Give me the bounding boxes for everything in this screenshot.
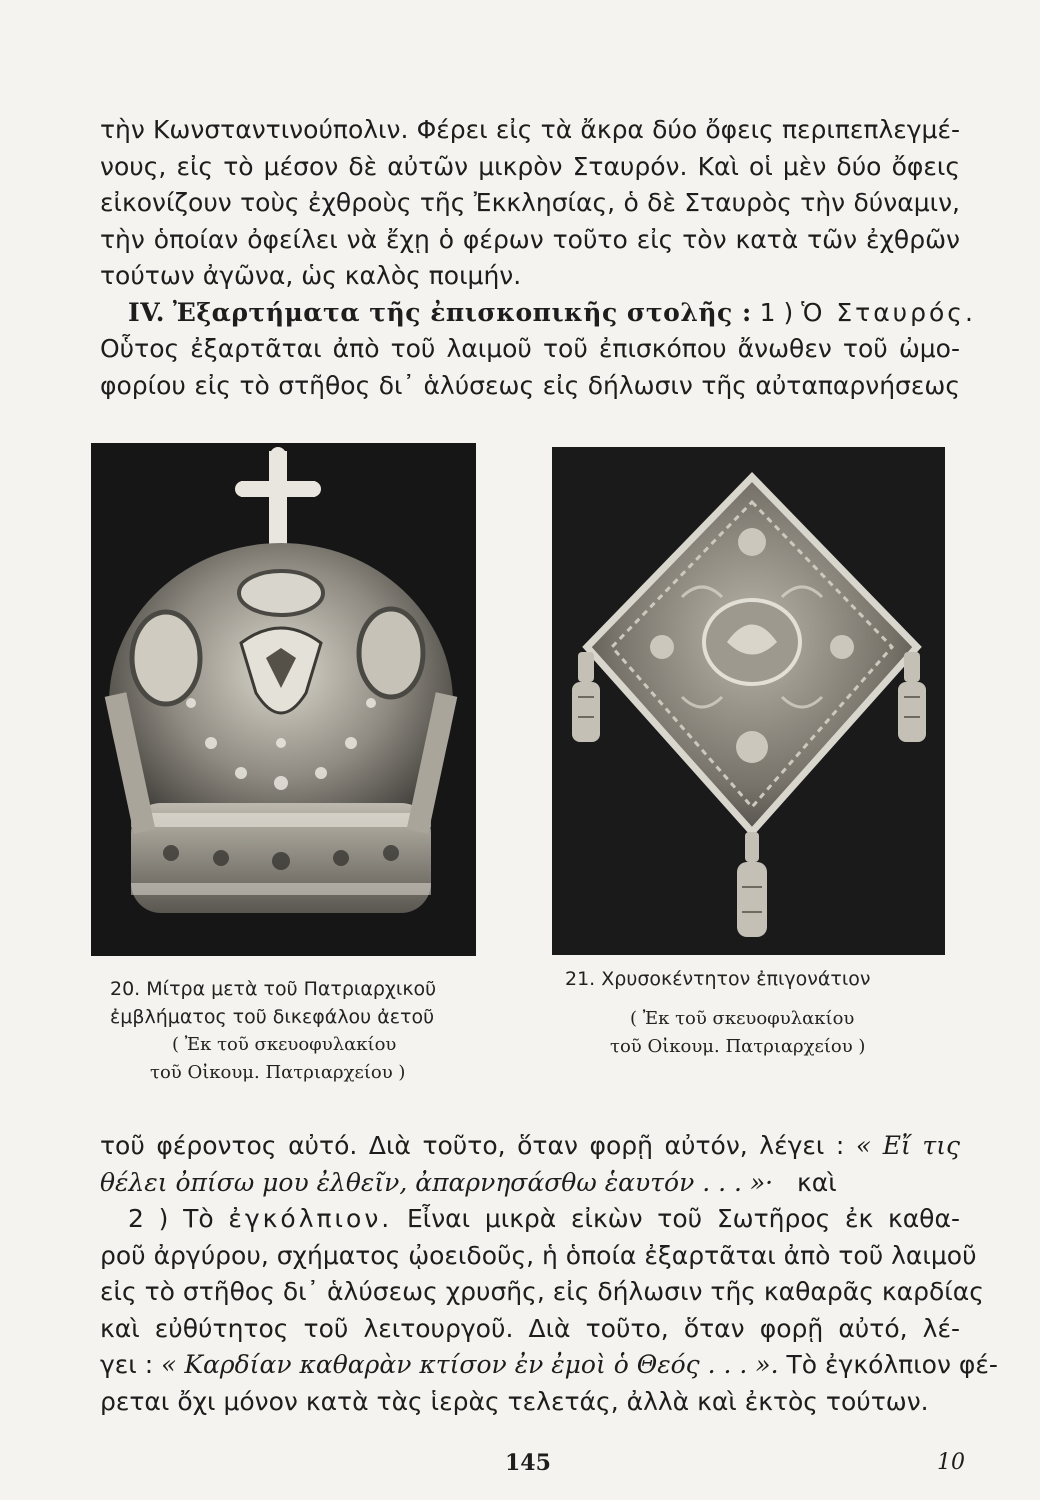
page-number: 145: [505, 1450, 551, 1476]
text-line: [100, 1128, 960, 1165]
section-numeral: IV.: [128, 297, 165, 327]
figure-20-caption: [110, 975, 490, 1087]
text-line: εἰκονίζουν τοὺς ἐχθροὺς τῆς Ἐκκλησίας, ὁ δὲ Σταυρὸς τὴν δύναμιν,: [100, 188, 960, 217]
caption-title: ἐμβλήματος τοῦ δικεφάλου ἀετοῦ: [110, 1006, 435, 1028]
text-line: καὶ εὐθύτητος τοῦ λειτουργοῦ. Διὰ τοῦτο, ὅταν φορῇ αὐτό, λέ-: [100, 1313, 960, 1343]
caption-source: τοῦ Οἰκουμ. Πατριαρχείου ): [150, 1062, 406, 1083]
text-line: εἰς τὸ στῆθος δι᾿ ἁλύσεως χρυσῆς, εἰς δήλωσιν τῆς καθαρᾶς καρδίας: [100, 1277, 984, 1306]
text-line: ρεται ὄχι μόνον κατὰ τὰς ἱερὰς τελετάς, ἀλλὰ καὶ ἐκτὸς τούτων.: [100, 1386, 929, 1416]
caption-source: τοῦ Οἰκουμ. Πατριαρχείου ): [610, 1036, 866, 1057]
mitre-photo: [91, 443, 476, 956]
section-heading: Ἐξαρτήματα τῆς ἐπισκοπικῆς στολῆς :: [172, 297, 752, 327]
text-segment: Τὸ ἐγκόλπιον φέ-: [786, 1350, 998, 1379]
text-line: τὴν ὁποίαν ὀφείλει νὰ ἔχῃ ὁ φέρων τοῦτο εἰς τὸν κατὰ τῶν ἐχθρῶν: [100, 224, 960, 254]
section-heading-line: [100, 295, 976, 332]
text-segment: τοῦ φέροντος αὐτό. Διὰ τοῦτο, ὅταν φορῇ αὐτόν, λέγει :: [100, 1131, 845, 1160]
scripture-quote: θέλει ὀπίσω μου ἐλθεῖν, ἀπαρνησάσθω ἑαυτόν . . . »·: [100, 1167, 774, 1197]
text-line: [100, 1347, 998, 1384]
item-number: 2 ) Τὸ: [128, 1204, 214, 1233]
signature-mark: 10: [937, 1450, 965, 1475]
text-segment: γει :: [100, 1350, 154, 1379]
text-line: φορίου εἰς τὸ στῆθος δι᾿ ἁλύσεως εἰς δήλωσιν τῆς αὐταπαρνήσεως: [100, 370, 960, 400]
caption-source: ( Ἐκ τοῦ σκευοφυλακίου: [630, 1008, 855, 1029]
text-segment: Εἶναι μικρὰ εἰκὼν τοῦ Σωτῆρος ἐκ καθα-: [406, 1204, 960, 1233]
text-line: τούτων ἀγῶνα, ὡς καλὸς ποιμήν.: [100, 261, 522, 290]
text-line: νους, εἰς τὸ μέσον δὲ αὐτῶν μικρὸν Σταυρόν. Καὶ οἱ μὲν δύο ὄφεις: [100, 151, 960, 181]
figure-21-caption: [555, 965, 955, 1061]
top-paragraph: [100, 112, 976, 404]
epigonation-photo: [552, 447, 945, 955]
scripture-quote: « Εἴ τις: [855, 1131, 960, 1160]
text-line: Οὗτος ἐξαρτᾶται ἀπὸ τοῦ λαιμοῦ τοῦ ἐπισκόπου ἄνωθεν τοῦ ὠμο-: [100, 334, 960, 363]
caption-title: 21. Χρυσοκέντητον ἐπιγονάτιον: [565, 968, 871, 990]
text-segment: καὶ: [796, 1167, 837, 1197]
caption-title: 20. Μίτρα μετὰ τοῦ Πατριαρχικοῦ: [110, 978, 437, 1000]
caption-source: ( Ἐκ τοῦ σκευοφυλακίου: [172, 1034, 397, 1055]
scripture-quote: « Καρδίαν καθαρὰν κτίσον ἐν ἐμοὶ ὁ Θεός . . . ».: [161, 1350, 779, 1379]
text-line: [100, 1201, 960, 1238]
text-line: ροῦ ἀργύρου, σχήματος ᾠοειδοῦς, ἡ ὁποία ἐξαρτᾶται ἀπὸ τοῦ λαιμοῦ: [100, 1240, 977, 1270]
text-line: [100, 1165, 960, 1202]
item-number: 1 ): [759, 297, 794, 327]
item-title: ἐγκόλπιον.: [228, 1204, 393, 1233]
item-title: Ὁ Σταυρός.: [801, 297, 976, 327]
text-line: τὴν Κωνσταντινούπολιν. Φέρει εἰς τὰ ἄκρα δύο ὄφεις περιπεπλεγμέ-: [100, 115, 960, 144]
bottom-paragraph: [100, 1128, 998, 1420]
